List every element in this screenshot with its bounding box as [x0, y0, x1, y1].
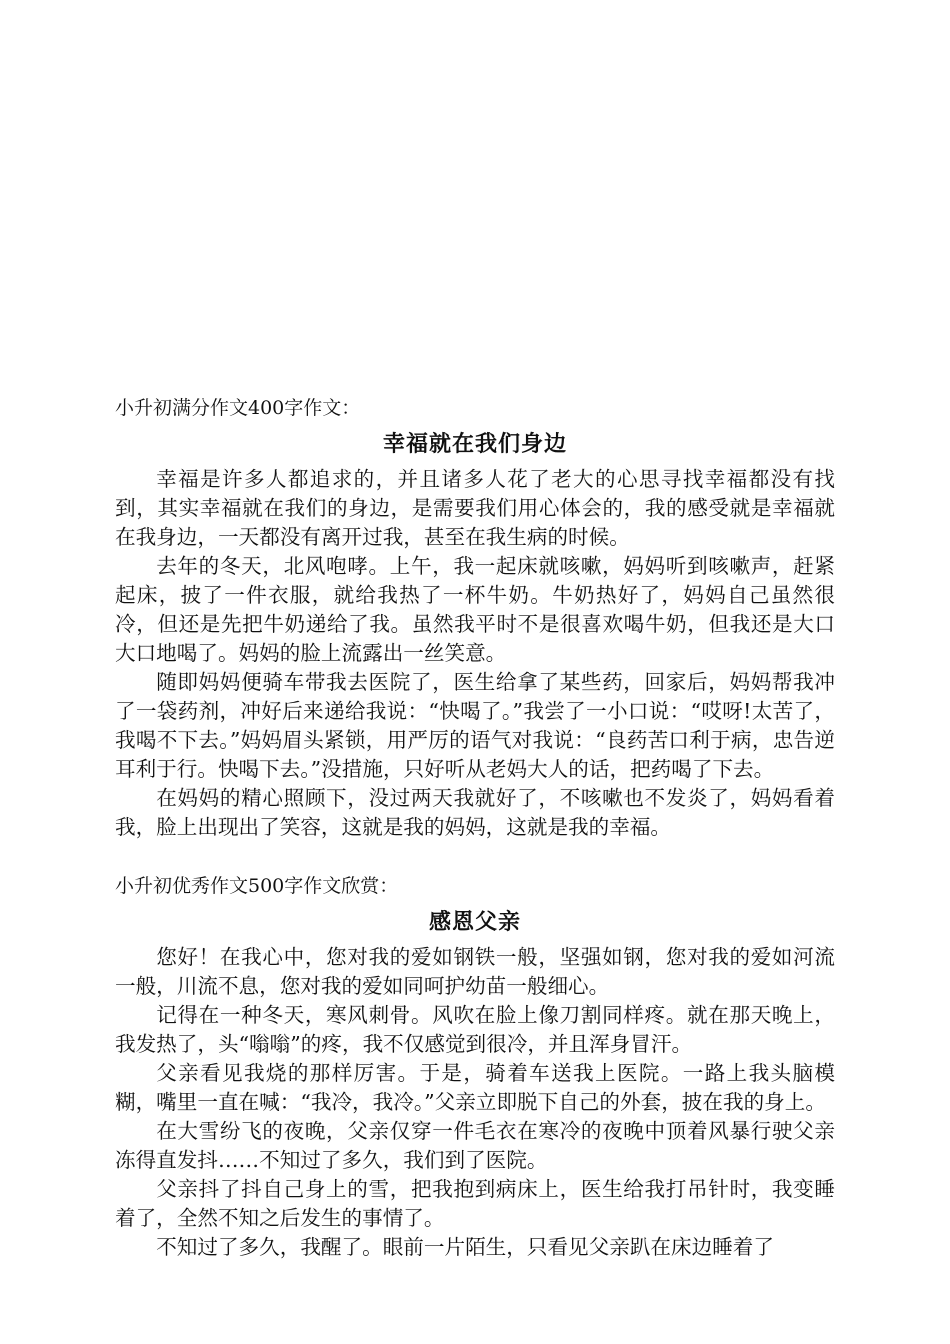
essay-title: 感恩父亲 — [428, 910, 521, 935]
essay-paragraph: 在妈妈的精心照顾下，没过两天我就好了，不咳嗽也不发炎了，妈妈看着我，脸上出现出了笑容，这就是我的妈妈，这就是我的幸福。 — [115, 786, 835, 839]
essay-intro: 小升初满分作文400字作文： — [115, 397, 361, 419]
essay-paragraph: 幸福是许多人都追求的，并且诸多人花了老大的心思寻找幸福都没有找到，其实幸福就在我们的身边，是需要我们用心体会的，我的感受就是幸福就在我身边，一天都没有离开过我，甚至在我生病的时候。 — [115, 467, 835, 549]
essay-paragraph: 不知过了多久，我醒了。眼前一片陌生，只看见父亲趴在床边睡着了 — [156, 1235, 774, 1259]
essay-paragraph: 去年的冬天，北风咆哮。上午，我一起床就咳嗽，妈妈听到咳嗽声，赶紧起床，披了一件衣服，就给我热了一杯牛奶。牛奶热好了，妈妈自己虽然很冷，但还是先把牛奶递给了我。虽然我平时不是很喜欢喝牛奶，但我还是大口大口地喝了。妈妈的脸上流露出一丝笑意。 — [115, 554, 835, 665]
essay-paragraph: 随即妈妈便骑车带我去医院了，医生给拿了某些药，回家后，妈妈帮我冲了一袋药剂，冲好后来递给我说：“快喝了。”我尝了一小口说：“哎呀!太苦了，我喝不下去。”妈妈眉头紧锁，用严厉的语气对我说：“良药苦口利于病，忠告逆耳利于行。快喝下去。”没措施，只好听从老妈大人的话，把药喝了下去。 — [115, 670, 835, 781]
essay-paragraph: 记得在一种冬天，寒风刺骨。风吹在脸上像刀割同样疼。就在那天晚上，我发热了，头“嗡嗡”的疼，我不仅感觉到很冷，并且浑身冒汗。 — [115, 1003, 835, 1056]
essay-paragraph: 父亲抖了抖自己身上的雪，把我抱到病床上，医生给我打吊针时，我变睡着了，全然不知之后发生的事情了。 — [115, 1177, 835, 1230]
essay-intro: 小升初优秀作文500字作文欣赏： — [115, 875, 399, 897]
essay-title: 幸福就在我们身边 — [382, 432, 567, 457]
document-page — [115, 393, 835, 1262]
essay-paragraph: 父亲看见我烧的那样厉害。于是，骑着车送我上医院。一路上我头脑模糊，嘴里一直在喊：“我冷，我冷。”父亲立即脱下自己的外套，披在我的身上。 — [115, 1061, 835, 1114]
essay-1 — [115, 393, 835, 842]
essay-paragraph: 您好！在我心中，您对我的爱如钢铁一般，坚强如钢，您对我的爱如河流一般，川流不息，您对我的爱如同呵护幼苗一般细心。 — [115, 945, 835, 998]
essay-paragraph: 在大雪纷飞的夜晚，父亲仅穿一件毛衣在寒冷的夜晚中顶着风暴行驶父亲冻得直发抖……不知过了多久，我们到了医院。 — [115, 1119, 835, 1172]
essay-2 — [115, 871, 835, 1262]
